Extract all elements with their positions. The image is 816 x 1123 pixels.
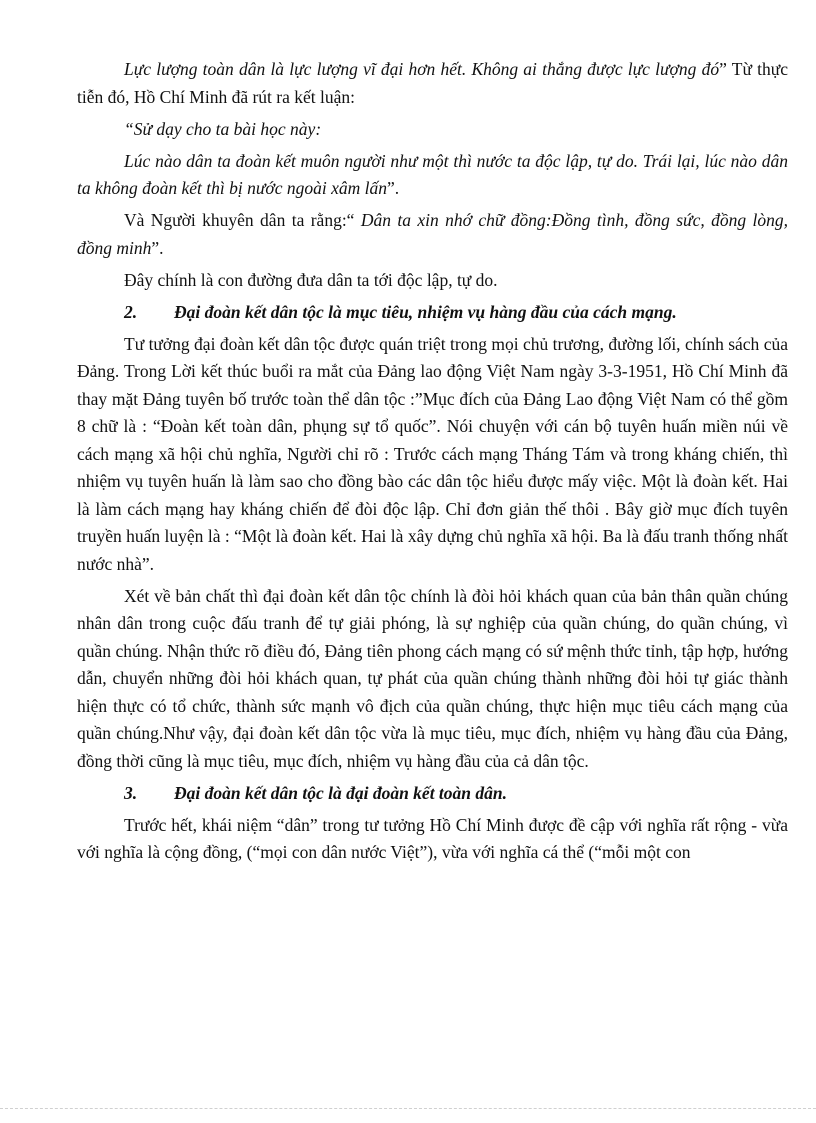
paragraph-concept-of-people: Trước hết, khái niệm “dân” trong tư tưởng Hồ Chí Minh được đề cập với nghĩa rất rộng - vừa với nghĩa là cộng đồng, (“mọi con dân nước Việt”), vừa với nghĩa cá thể (“mỗi một con	[77, 814, 788, 862]
section-heading-3	[77, 780, 788, 808]
paragraph-quote-strength	[77, 56, 788, 111]
paragraph-nature-of-unity: Xét về bản chất thì đại đoàn kết dân tộc chính là đòi hỏi khách quan của bản thân quần chúng nhân dân trong cuộc đấu tranh để tự giải phóng, là sự nghiệp của quần chúng, do quần chúng, vì quần chúng. Nhận thức rõ điều đó, Đảng tiên phong cách mạng có sứ mệnh thức tỉnh, tập hợp, hướng dẫn, chuyển những đòi hỏi khách quan, tự phát của quần chúng thành những đòi hỏi tự giác thành hiện thực có tổ chức, thành sức mạnh vô địch của quần chúng, thực hiện mục tiêu cách mạng của quần chúng.Như vậy, đại đoàn kết dân tộc vừa là mục tiêu, mục đích, nhiệm vụ hàng đầu của Đảng, đồng thời cũng là mục tiêu, mục đích, nhiệm vụ hàng đầu của cả dân tộc.	[77, 585, 788, 771]
section-heading-2	[77, 299, 788, 327]
italic-quote: Lúc nào dân ta đoàn kết muôn người như một thì nước ta độc lập, tự do. Trái lại, lúc nào dân ta không đoàn kết thì bị nước ngoài xâm lấn	[77, 150, 788, 198]
paragraph-unity-quote	[77, 148, 788, 203]
italic-quote: Dân ta xin nhớ chữ đồng:Đồng tình, đồng sức, đồng lòng, đồng minh	[77, 210, 788, 258]
paragraph-party-policy: Tư tưởng đại đoàn kết dân tộc được quán triệt trong mọi chủ trương, đường lối, chính sách của Đảng. Trong Lời kết thúc buổi ra mắt của Đảng lao động Việt Nam ngày 3-3-1951, Hồ Chí Minh đã thay mặt Đảng tuyên bố trước toàn thể dân tộc :”Mục đích của Đảng Lao động Việt Nam có thể gồm 8 chữ là : “Đoàn kết toàn dân, phụng sự tổ quốc”. Nói chuyện với cán bộ tuyên huấn miền núi về cách mạng xã hội chủ nghĩa, Người chỉ rõ : Trước cách mạng Tháng Tám và trong kháng chiến, thì nhiệm vụ tuyên huấn là làm sao cho đồng bào các dân tộc hiểu được mấy việc. Một là đoàn kết. Hai là làm cách mạng hay kháng chiến để đòi độc lập. Chỉ đơn giản thế thôi . Bây giờ mục đích tuyên truyền huấn luyện là : “Một là đoàn kết. Hai là xây dựng chủ nghĩa xã hội. Ba là đấu tranh thống nhất nước nhà”.	[77, 333, 788, 574]
italic-quote: Lực lượng toàn dân là lực lượng vĩ đại hơn hết. Không ai thắng được lực lượng đó	[124, 59, 720, 79]
section-title: Đại đoàn kết dân tộc là đại đoàn kết toàn dân.	[174, 782, 508, 803]
page-bottom-divider	[0, 1108, 816, 1109]
paragraph-text: ”.	[387, 178, 400, 198]
paragraph-text: ” Từ thực tiễn đó, Hồ Chí Minh đã rút ra kết luận:	[77, 59, 788, 107]
section-number: 2.	[124, 301, 138, 322]
paragraph-history-lesson	[77, 116, 788, 144]
paragraph-text: Và Người khuyên dân ta rằng:“	[124, 210, 361, 230]
paragraph-text: ”.	[151, 237, 164, 258]
paragraph-conclusion: Đây chính là con đường đưa dân ta tới độc lập, tự do.	[124, 269, 498, 290]
italic-quote: “Sử dạy cho ta bài học này:	[124, 118, 322, 139]
section-number: 3.	[124, 782, 138, 803]
section-title: Đại đoàn kết dân tộc là mục tiêu, nhiệm vụ hàng đầu của cách mạng.	[174, 301, 677, 322]
paragraph-advice	[77, 207, 788, 262]
document-body	[77, 56, 788, 867]
